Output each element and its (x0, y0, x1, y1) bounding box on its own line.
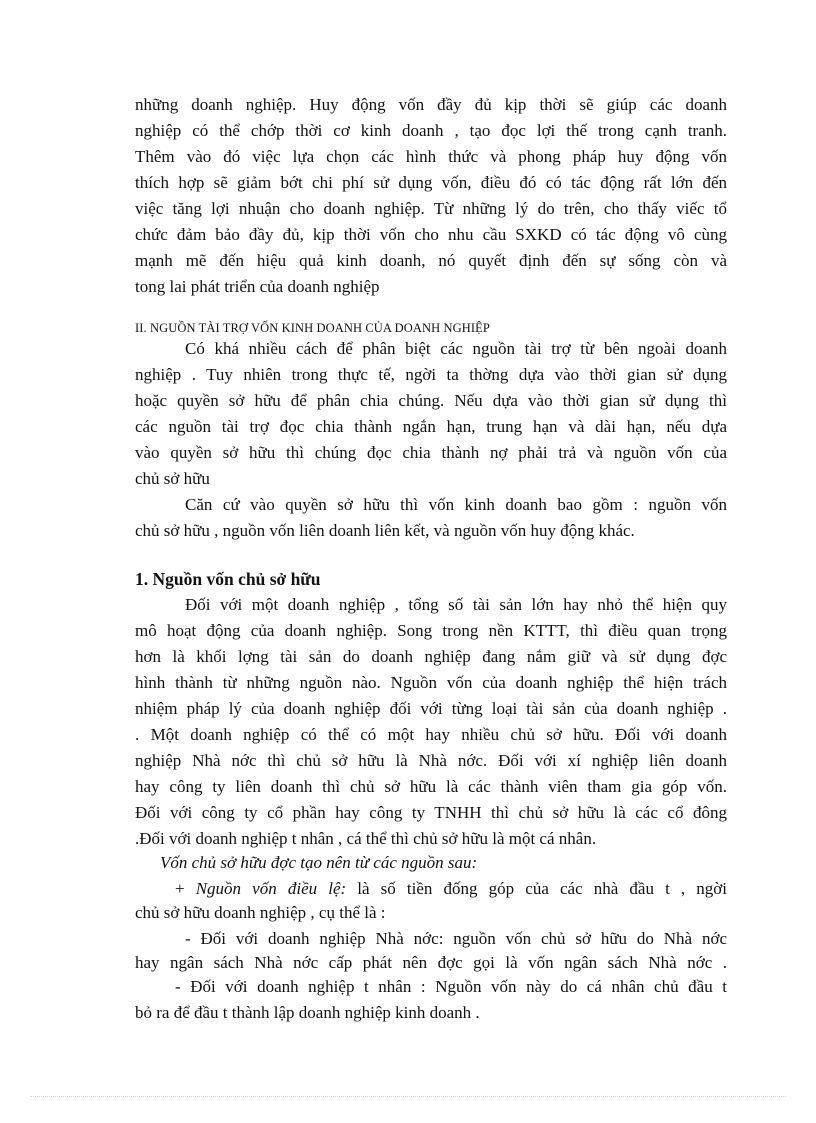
page-footer-rule (30, 1096, 786, 1097)
paragraph-line: hoặc quyền sở hữu để phân chia chúng. Nếu dựa vào thời gian sử dụng thì (135, 391, 727, 410)
paragraph-line: Có khá nhiều cách để phân biệt các nguồn tài trợ từ bên ngoài doanh (185, 339, 727, 358)
paragraph-line: nghiệp . Tuy nhiên trong thực tế, ngời ta thờng dựa vào thời gian sử dụng (135, 365, 727, 384)
paragraph-line: mô hoạt động của doanh nghiệp. Song trong nền KTTT, thì điều quan trọng (135, 621, 727, 640)
paragraph-line: Căn cứ vào quyền sở hữu thì vốn kinh doanh bao gồm : nguồn vốn (185, 495, 727, 514)
paragraph-line: Thêm vào đó việc lựa chọn các hình thức và phong pháp huy động vốn (135, 147, 727, 166)
paragraph-line: tong lai phát triển của doanh nghiệp (135, 277, 380, 296)
paragraph-line: những doanh nghiệp. Huy động vốn đầy đủ kịp thời sẽ giúp các doanh (135, 95, 727, 114)
italic-intro: Vốn chủ sở hữu đợc tạo nên từ các nguồn sau: (160, 853, 478, 872)
paragraph-line: - Đối với doanh nghiệp Nhà nớc: nguồn vốn chủ sở hữu do Nhà nớc (185, 929, 727, 948)
paragraph-line: chủ sở hữu doanh nghiệp , cụ thể là : (135, 903, 386, 922)
paragraph-line: bỏ ra để đầu t thành lập doanh nghiệp kinh doanh . (135, 1003, 480, 1022)
list-item-line (175, 878, 727, 900)
paragraph-line: thích hợp sẽ giảm bớt chi phí sử dụng vốn, điều đó có tác động rất lớn đến (135, 173, 727, 192)
paragraph-line: Đối với công ty cổ phần hay công ty TNHH thì chủ sở hữu là các cổ đông (135, 803, 727, 822)
paragraph-line: các nguồn tài trợ đọc chia thành ngắn hạn, trung hạn và dài hạn, nếu dựa (135, 417, 727, 436)
paragraph-line: - Đối với doanh nghiệp t nhân : Nguồn vốn này do cá nhân chủ đầu t (175, 977, 727, 996)
paragraph-line: nhiệm pháp lý của doanh nghiệp đối với từng loại tài sản của doanh nghiệp . (135, 699, 727, 718)
list-rest: là số tiền đống góp của các nhà đầu t , ngời (346, 879, 727, 898)
paragraph-line: . Một doanh nghiệp có thể có một hay nhiều chủ sở hữu. Đối với doanh (135, 725, 727, 744)
section-heading: II. NGUỒN TÀI TRỢ VỐN KINH DOANH CỦA DOANH NGHIỆP (135, 321, 490, 335)
paragraph-line: chủ sở hữu (135, 469, 210, 488)
paragraph-line: chức đảm bảo đầy đủ, kịp thời vốn cho nhu cầu SXKD có tác động vô cùng (135, 225, 727, 244)
paragraph-line: hay ngân sách Nhà nớc cấp phát nên đợc gọi là vốn ngân sách Nhà nớc . (135, 953, 727, 972)
paragraph-line: hay công ty liên doanh thì chủ sở hữu là các thành viên tham gia góp vốn. (135, 777, 727, 796)
subsection-heading: 1. Nguồn vốn chủ sở hữu (135, 569, 321, 589)
paragraph-line: vào quyền sở hữu thì chúng đọc chia thành nợ phải trả và nguồn vốn của (135, 443, 727, 462)
paragraph-line: nghiệp Nhà nớc thì chủ sở hữu là Nhà nớc. Đối với xí nghiệp liên doanh (135, 751, 727, 770)
paragraph-line: việc tăng lợi nhuận cho doanh nghiệp. Từ những lý do trên, cho thấy viếc tổ (135, 199, 727, 218)
paragraph-line: chủ sở hữu , nguồn vốn liên doanh liên kết, và nguồn vốn huy động khác. (135, 521, 635, 540)
list-term: Nguồn vốn điều lệ: (195, 879, 347, 898)
paragraph-line: hơn là khối lợng tài sản do doanh nghiệp đang nắm giữ và sử dụng đợc (135, 647, 727, 666)
list-bullet: + (175, 879, 196, 898)
paragraph-line: nghiệp có thể chớp thời cơ kinh doanh , tạo đọc lợi thế trong cạnh tranh. (135, 121, 727, 140)
paragraph-line: hình thành từ những nguồn nào. Nguồn vốn của doanh nghiệp thể hiện trách (135, 673, 727, 692)
paragraph-line: .Đối với doanh nghiệp t nhân , cá thể thì chủ sở hữu là một cá nhân. (135, 829, 597, 848)
paragraph-line: Đối với một doanh nghiệp , tổng số tài sản lớn hay nhỏ thể hiện quy (185, 595, 727, 614)
paragraph-line: mạnh mẽ đến hiệu quả kinh doanh, nó quyết định đến sự sống còn và (135, 251, 727, 270)
